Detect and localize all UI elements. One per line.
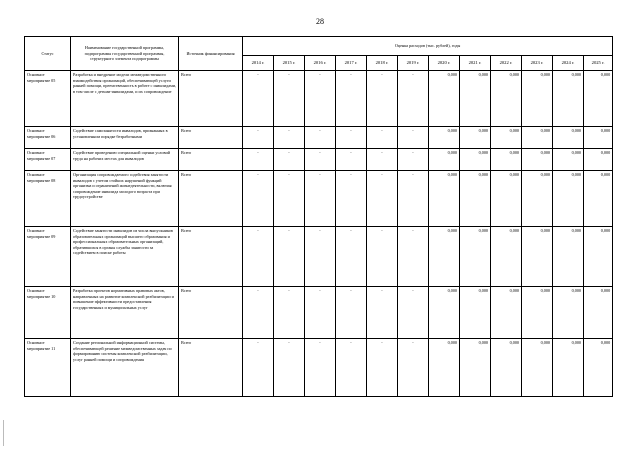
value-cell: 0,000: [429, 149, 460, 171]
row-status: Основное мероприятие 05: [25, 71, 71, 127]
value-cell: 0,000: [553, 171, 584, 227]
header-year: 2016 г.: [305, 56, 336, 71]
value-cell: -: [367, 339, 398, 397]
table-row: [25, 171, 613, 227]
value-cell: 0,000: [429, 127, 460, 149]
row-name: Содействие проведению специальной оценки условий труда на рабочих местах для инвалидов: [71, 149, 179, 171]
value-cell: -: [274, 71, 305, 127]
header-status: Статус: [25, 37, 71, 71]
value-cell: -: [243, 71, 274, 127]
value-cell: -: [243, 227, 274, 287]
value-cell: 0,000: [429, 71, 460, 127]
value-cell: -: [336, 71, 367, 127]
value-cell: 0,000: [584, 149, 613, 171]
value-cell: -: [305, 127, 336, 149]
header-year: 2024 г.: [553, 56, 584, 71]
table-row: [25, 339, 613, 397]
value-cell: -: [243, 339, 274, 397]
header-year: 2014 г.: [243, 56, 274, 71]
row-source: Всего: [179, 149, 243, 171]
value-cell: 0,000: [460, 149, 491, 171]
value-cell: 0,000: [584, 287, 613, 339]
value-cell: -: [398, 71, 429, 127]
value-cell: 0,000: [522, 71, 553, 127]
value-cell: -: [398, 149, 429, 171]
value-cell: -: [274, 339, 305, 397]
value-cell: -: [274, 149, 305, 171]
value-cell: -: [336, 339, 367, 397]
value-cell: 0,000: [584, 339, 613, 397]
row-name: Создание региональной информационной системы, обеспечивающей решение межведомственных задач по формированию системы комплексной реабилитации, услуг ранней помощи и сопровождения: [71, 339, 179, 397]
value-cell: 0,000: [491, 127, 522, 149]
row-source: Всего: [179, 339, 243, 397]
header-year: 2020 г.: [429, 56, 460, 71]
value-cell: 0,000: [553, 339, 584, 397]
value-cell: -: [398, 127, 429, 149]
header-year: 2022 г.: [491, 56, 522, 71]
row-source: Всего: [179, 127, 243, 149]
value-cell: -: [305, 227, 336, 287]
header-source: Источник финансирования: [179, 37, 243, 71]
value-cell: 0,000: [522, 127, 553, 149]
value-cell: -: [243, 171, 274, 227]
value-cell: 0,000: [553, 287, 584, 339]
value-cell: 0,000: [522, 227, 553, 287]
value-cell: -: [243, 127, 274, 149]
value-cell: -: [367, 287, 398, 339]
header-estimate: Оценка расходов (тыс. рублей), годы: [243, 37, 613, 56]
value-cell: 0,000: [460, 171, 491, 227]
value-cell: 0,000: [491, 339, 522, 397]
value-cell: -: [367, 127, 398, 149]
header-year: 2017 г.: [336, 56, 367, 71]
value-cell: 0,000: [460, 227, 491, 287]
row-name: Разработка проектов нормативных правовых актов, направленных на развитие комплексной реабилитации и повышение эффективности предоставления государственных и муниципальных услуг: [71, 287, 179, 339]
value-cell: 0,000: [522, 339, 553, 397]
row-source: Всего: [179, 287, 243, 339]
value-cell: -: [367, 71, 398, 127]
value-cell: 0,000: [491, 149, 522, 171]
value-cell: 0,000: [584, 227, 613, 287]
value-cell: 0,000: [491, 227, 522, 287]
value-cell: 0,000: [491, 71, 522, 127]
value-cell: -: [305, 339, 336, 397]
row-name: Содействие самозанятости инвалидов, признанных в установленном порядке безработными: [71, 127, 179, 149]
value-cell: -: [398, 171, 429, 227]
header-year: 2023 г.: [522, 56, 553, 71]
value-cell: 0,000: [460, 287, 491, 339]
value-cell: -: [305, 71, 336, 127]
value-cell: -: [305, 171, 336, 227]
value-cell: -: [274, 227, 305, 287]
row-status: Основное мероприятие 11: [25, 339, 71, 397]
value-cell: 0,000: [522, 149, 553, 171]
expenditure-table: [24, 36, 613, 397]
value-cell: -: [243, 287, 274, 339]
row-name: Разработка и внедрение модели межведомственного взаимодействия организаций, обеспечивающей услуги ранней помощи, преемственность в работе с инвалидами, в том числе с детьми-инвалидами, и их сопровождение: [71, 71, 179, 127]
value-cell: -: [398, 339, 429, 397]
row-name: Содействие занятости инвалидов из числа выпускников образовательных организаций высшего образования и профессиональных образовательных организаций, обратившихся в органы службы занятости за содействием в поиске работы: [71, 227, 179, 287]
value-cell: -: [367, 171, 398, 227]
value-cell: -: [398, 227, 429, 287]
row-source: Всего: [179, 227, 243, 287]
value-cell: -: [367, 227, 398, 287]
table-row: [25, 127, 613, 149]
value-cell: 0,000: [584, 127, 613, 149]
row-status: Основное мероприятие 09: [25, 227, 71, 287]
row-status: Основное мероприятие 10: [25, 287, 71, 339]
value-cell: 0,000: [460, 71, 491, 127]
page-number: 28: [316, 17, 324, 26]
row-status: Основное мероприятие 06: [25, 127, 71, 149]
value-cell: 0,000: [584, 71, 613, 127]
table-row: [25, 71, 613, 127]
header-name: Наименование государственной программы, подпрограммы государственной программы, структурного элемента подпрограммы: [71, 37, 179, 71]
value-cell: -: [274, 287, 305, 339]
value-cell: -: [398, 287, 429, 339]
row-source: Всего: [179, 171, 243, 227]
value-cell: -: [305, 287, 336, 339]
row-status: Основное мероприятие 07: [25, 149, 71, 171]
value-cell: 0,000: [491, 171, 522, 227]
value-cell: 0,000: [429, 287, 460, 339]
table-row: [25, 227, 613, 287]
row-source: Всего: [179, 71, 243, 127]
value-cell: 0,000: [553, 127, 584, 149]
value-cell: 0,000: [522, 287, 553, 339]
value-cell: 0,000: [553, 149, 584, 171]
value-cell: 0,000: [584, 171, 613, 227]
value-cell: -: [274, 127, 305, 149]
value-cell: 0,000: [429, 171, 460, 227]
value-cell: -: [336, 127, 367, 149]
value-cell: 0,000: [460, 127, 491, 149]
header-year: 2019 г.: [398, 56, 429, 71]
value-cell: -: [274, 171, 305, 227]
value-cell: 0,000: [553, 71, 584, 127]
value-cell: -: [336, 149, 367, 171]
value-cell: 0,000: [429, 339, 460, 397]
value-cell: 0,000: [460, 339, 491, 397]
header-year: 2021 г.: [460, 56, 491, 71]
value-cell: 0,000: [553, 227, 584, 287]
row-name: Организация сопровождаемого содействия занятости инвалидов с учетом стойких нарушений функций организма и ограничений жизнедеятельности, включая сопровождение инвалида молодого возраста при трудоустройстве: [71, 171, 179, 227]
table-row: [25, 149, 613, 171]
value-cell: -: [243, 149, 274, 171]
value-cell: -: [305, 149, 336, 171]
value-cell: 0,000: [522, 171, 553, 227]
header-year: 2018 г.: [367, 56, 398, 71]
header-year: 2015 г.: [274, 56, 305, 71]
table-row: [25, 287, 613, 339]
value-cell: 0,000: [429, 227, 460, 287]
header-year: 2025 г.: [584, 56, 613, 71]
value-cell: -: [336, 287, 367, 339]
row-status: Основное мероприятие 08: [25, 171, 71, 227]
value-cell: -: [336, 171, 367, 227]
value-cell: -: [367, 149, 398, 171]
margin-mark: [3, 420, 4, 446]
value-cell: -: [336, 227, 367, 287]
value-cell: 0,000: [491, 287, 522, 339]
